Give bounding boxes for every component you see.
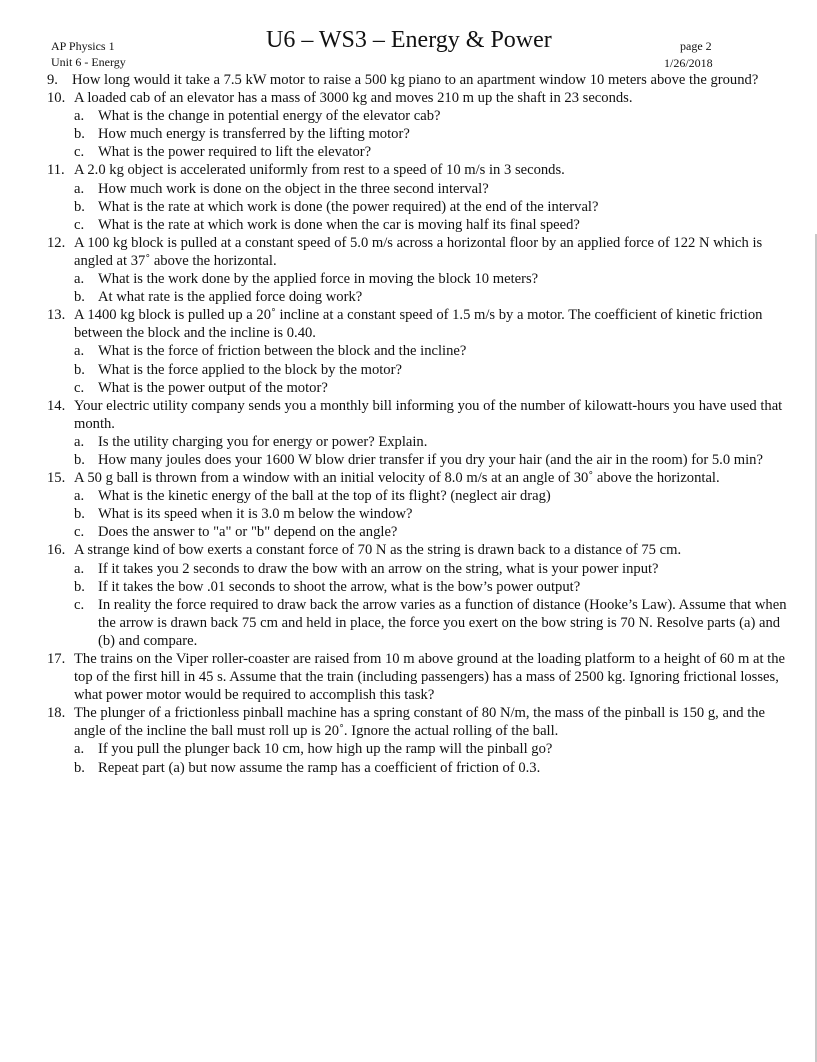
- part-text: What is the rate at which work is done when the car is moving half its final speed?: [98, 216, 580, 233]
- part-text: What is the change in potential energy of the elevator cab?: [98, 108, 441, 125]
- question-text: A 1400 kg block is pulled up a 20˚ incline at a constant speed of 1.5 m/s by a motor. The coefficient of kinetic friction between the block and the incline is 0.40.: [74, 307, 763, 342]
- part-text: What is the work done by the applied force in moving the block 10 meters?: [98, 271, 539, 288]
- question-text: A loaded cab of an elevator has a mass of 3000 kg and moves 210 m up the shaft in 23 seconds.: [74, 90, 633, 107]
- part-text: Repeat part (a) but now assume the ramp has a coefficient of friction of 0.3.: [98, 759, 541, 776]
- question-row: [47, 89, 787, 107]
- question-number: 14.: [47, 397, 66, 414]
- question-part: [47, 270, 787, 288]
- question-part: [47, 288, 787, 306]
- part-text: Does the answer to "a" or "b" depend on the angle?: [98, 524, 398, 541]
- part-text: Is the utility charging you for energy or power? Explain.: [98, 433, 428, 450]
- question-part: [47, 560, 787, 578]
- part-text: At what rate is the applied force doing work?: [98, 289, 363, 306]
- question-number: 13.: [47, 307, 66, 324]
- part-text: In reality the force required to draw back the arrow varies as a function of distance (Hooke’s Law). Assume that when the arrow is drawn back 75 cm and held in place, the force you exert on the bow string is 70 N. Resolve parts (a) and (b) and compare.: [98, 596, 787, 649]
- question-part: [47, 361, 787, 379]
- part-text: If it takes you 2 seconds to draw the bow with an arrow on the string, what is your power input?: [98, 560, 659, 577]
- question: [47, 161, 787, 233]
- question-row: [47, 306, 787, 342]
- question-part: [47, 433, 787, 451]
- part-letter: b.: [74, 126, 85, 143]
- part-letter: a.: [74, 433, 85, 450]
- question-part: [47, 451, 787, 469]
- question: [47, 397, 787, 469]
- question-part: [47, 107, 787, 125]
- question-row: [47, 541, 787, 559]
- question-number: 10.: [47, 90, 66, 107]
- part-letter: b.: [74, 361, 85, 378]
- question-text: A 100 kg block is pulled at a constant speed of 5.0 m/s across a horizontal floor by an applied force of 122 N which is angled at 37˚ above the horizontal.: [74, 234, 763, 269]
- part-letter: c.: [74, 144, 85, 161]
- course-name: AP Physics 1: [51, 39, 115, 53]
- question: [47, 89, 787, 161]
- question-part: [47, 125, 787, 143]
- question-text: Your electric utility company sends you a monthly bill informing you of the number of kilowatt-hours you have used that month.: [74, 397, 783, 432]
- part-letter: b.: [74, 451, 85, 468]
- unit-name: Unit 6 - Energy: [51, 55, 126, 69]
- question-row: [47, 704, 787, 740]
- part-letter: b.: [74, 289, 85, 306]
- question-number: 11.: [47, 162, 65, 179]
- question-text: The trains on the Viper roller-coaster are raised from 10 m above ground at the loading platform to a height of 60 m at the top of the first hill in 45 s. Assume that the train (including passengers) has a mass of 2500 kg. Ignoring frictional losses, what power motor would be required to accomplish this task?: [74, 651, 785, 704]
- question-row: [47, 397, 787, 433]
- part-letter: b.: [74, 506, 85, 523]
- part-text: What is the power required to lift the elevator?: [98, 144, 372, 161]
- part-text: If it takes the bow .01 seconds to shoot the arrow, what is the bow’s power output?: [98, 578, 581, 595]
- question-part: [47, 596, 787, 650]
- question: [47, 234, 787, 306]
- question: [47, 469, 787, 541]
- part-letter: a.: [74, 343, 85, 360]
- part-letter: a.: [74, 180, 85, 197]
- question-text: A 2.0 kg object is accelerated uniformly from rest to a speed of 10 m/s in 3 seconds.: [74, 162, 565, 179]
- part-letter: a.: [74, 560, 85, 577]
- part-text: If you pull the plunger back 10 cm, how high up the ramp will the pinball go?: [98, 741, 553, 758]
- page-number: page 2: [680, 39, 712, 53]
- question-part: [47, 143, 787, 161]
- part-letter: a.: [74, 488, 85, 505]
- question-row: [47, 234, 787, 270]
- question: [47, 71, 787, 89]
- question-part: [47, 216, 787, 234]
- question-number: 15.: [47, 470, 66, 487]
- part-letter: c.: [74, 524, 85, 541]
- question-list: [47, 71, 787, 777]
- question-part: [47, 759, 787, 777]
- part-text: What is the rate at which work is done (the power required) at the end of the interval?: [98, 198, 599, 215]
- question-part: [47, 523, 787, 541]
- question-part: [47, 487, 787, 505]
- question-text: How long would it take a 7.5 kW motor to raise a 500 kg piano to an apartment window 10 meters above the ground?: [72, 72, 759, 88]
- part-text: How much energy is transferred by the lifting motor?: [98, 126, 410, 143]
- part-letter: c.: [74, 216, 85, 233]
- question-number: 18.: [47, 705, 66, 722]
- part-letter: a.: [74, 108, 85, 125]
- part-letter: c.: [74, 379, 85, 396]
- question-text: A 50 g ball is thrown from a window with an initial velocity of 8.0 m/s at an angle of 30˚ above the horizontal.: [74, 470, 720, 487]
- part-text: What is the kinetic energy of the ball at the top of its flight? (neglect air drag): [98, 488, 551, 505]
- question-text: The plunger of a frictionless pinball machine has a spring constant of 80 N/m, the mass of the pinball is 150 g, and the angle of the incline the ball must roll up is 20˚. Ignore the actual rolling of the ball.: [74, 705, 766, 740]
- part-letter: a.: [74, 741, 85, 758]
- part-letter: c.: [74, 596, 85, 613]
- question-part: [47, 180, 787, 198]
- worksheet-date: 1/26/2018: [664, 56, 713, 70]
- question-part: [47, 198, 787, 216]
- worksheet-title: U6 – WS3 – Energy & Power: [266, 27, 552, 53]
- part-text: What is its speed when it is 3.0 m below the window?: [98, 506, 413, 523]
- part-letter: b.: [74, 578, 85, 595]
- part-letter: a.: [74, 271, 85, 288]
- question-number: 12.: [47, 234, 66, 251]
- question: [47, 541, 787, 650]
- part-letter: b.: [74, 759, 85, 776]
- part-text: What is the force applied to the block by the motor?: [98, 361, 402, 378]
- question-row: [47, 71, 787, 89]
- question-part: [47, 505, 787, 523]
- question-number: 17.: [47, 651, 66, 667]
- question-row: [47, 161, 787, 179]
- part-text: How much work is done on the object in the three second interval?: [98, 180, 489, 197]
- question-part: [47, 740, 787, 758]
- part-letter: b.: [74, 198, 85, 215]
- part-text: How many joules does your 1600 W blow drier transfer if you dry your hair (and the air in the room) for 5.0 min?: [98, 451, 763, 468]
- question-part: [47, 379, 787, 397]
- part-text: What is the power output of the motor?: [98, 379, 328, 396]
- part-text: What is the force of friction between the block and the incline?: [98, 343, 467, 360]
- question-row: [47, 469, 787, 487]
- question-text: A strange kind of bow exerts a constant force of 70 N as the string is drawn back to a distance of 75 cm.: [74, 542, 682, 559]
- question: [47, 650, 787, 704]
- question-number: 9.: [47, 72, 58, 88]
- question: [47, 306, 787, 396]
- question-part: [47, 578, 787, 596]
- question-number: 16.: [47, 542, 66, 559]
- question: [47, 704, 787, 776]
- question-row: [47, 650, 787, 704]
- question-part: [47, 342, 787, 360]
